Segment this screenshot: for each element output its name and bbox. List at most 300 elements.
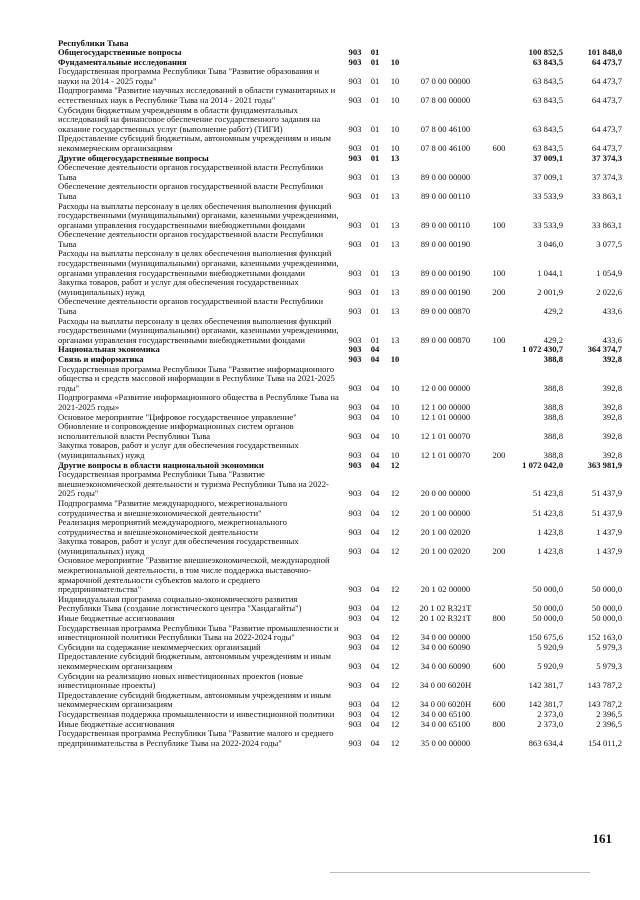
row-subsection: 10 [390, 411, 400, 422]
row-section: 01 [370, 56, 380, 67]
row-section: 01 [370, 94, 380, 105]
row-amount-year1: 1 072 042,0 [522, 459, 563, 470]
row-section: 04 [370, 545, 380, 556]
row-grbs: 903 [348, 488, 362, 499]
row-subsection: 13 [390, 334, 400, 345]
row-amount-year1: 1 072 430,7 [522, 344, 563, 355]
row-section: 01 [370, 190, 380, 201]
row-expense-type [486, 106, 512, 135]
row-amount-year2: 64 473,7 [591, 94, 622, 105]
row-amount-year2: 2 396,5 [596, 708, 622, 719]
row-subsection: 12 [390, 661, 400, 671]
row-amount-year1: 33 533,9 [532, 190, 563, 201]
table-row [58, 317, 622, 346]
table-row [58, 230, 622, 249]
row-subsection: 12 [390, 708, 400, 719]
row-name: Расходы на выплаты персоналу в целях обеспечения выполнения функций государственными (муниципальными) органами, казенными учреждениями, органами управления государственными внебюджетными фондами [58, 315, 339, 345]
row-subsection: 13 [390, 152, 400, 163]
row-grbs: 903 [348, 680, 362, 691]
row-expense-type [486, 345, 512, 355]
row-target-article: 89 0 00 00110 [420, 219, 471, 230]
table-row [58, 278, 622, 297]
table-row [58, 470, 622, 499]
table-row [58, 86, 622, 105]
row-expense-type: 600 [492, 699, 506, 710]
row-target-article: 34 0 00 60090 [420, 661, 471, 671]
row-target-article: 34 0 00 65100 [420, 718, 471, 729]
row-amount-year1: 388,8 [543, 354, 563, 364]
row-name: Субсидии на содержание некоммерческих организаций [58, 641, 261, 652]
row-amount-year1: 388,8 [543, 449, 563, 460]
row-amount-year1: 63 843,5 [532, 123, 563, 134]
row-amount-year2: 152 163,0 [587, 632, 622, 643]
row-target-article: 20 1 02 00000 [420, 584, 471, 595]
row-subsection: 12 [390, 699, 400, 710]
row-expense-type [486, 393, 512, 412]
row-grbs: 903 [348, 449, 362, 460]
row-section: 01 [370, 142, 380, 153]
table-row [58, 441, 622, 460]
row-target-article: 20 1 02 R321T [419, 613, 472, 624]
table-row [58, 624, 622, 643]
row-section: 01 [370, 306, 380, 317]
row-amount-year1: 1 423,8 [537, 545, 563, 556]
table-row [58, 393, 622, 412]
row-name: Подпрограмма «Развитие информационного общества в Республике Тыва на 2021-2025 годы» [58, 392, 339, 412]
row-target-article: 34 0 00 6020Н [419, 699, 472, 710]
row-expense-type [486, 461, 512, 471]
row-name: Реализация мероприятий международного, межрегионального сотрудничества и внешнеэкономической деятельности [58, 517, 287, 537]
row-name: Связь и информатика [58, 354, 144, 364]
row-name: Иные бюджетные ассигнования [58, 613, 175, 624]
row-amount-year2: 37 374,3 [591, 152, 622, 163]
row-target-article: 89 0 00 00870 [420, 334, 471, 345]
table-row [58, 134, 622, 153]
row-expense-type [486, 624, 512, 643]
row-expense-type: 200 [492, 449, 506, 460]
row-target-article: 12 1 01 00070 [420, 430, 471, 441]
row-name: Субсидии на реализацию новых инвестиционных проектов (новые инвестиционные проекты) [58, 670, 303, 691]
table-row [58, 595, 622, 614]
row-subsection: 12 [390, 526, 400, 537]
row-name: Государственная программа Республики Тыва "Развитие промышленности и инвестиционной политики Республики Тыва на 2022-2024 годы" [58, 622, 339, 643]
row-section: 04 [370, 488, 380, 499]
row-grbs: 903 [348, 507, 362, 518]
row-grbs: 903 [348, 641, 362, 652]
row-target-article: 20 1 00 00000 [420, 507, 471, 518]
row-name: Другие вопросы в области национальной экономики [58, 459, 264, 470]
row-expense-type [486, 729, 512, 748]
row-target-article [405, 461, 486, 471]
row-target-article: 89 0 00 00190 [420, 238, 471, 249]
row-amount-year2: 363 981,9 [587, 459, 622, 470]
row-amount-year2: 392,8 [602, 430, 622, 441]
row-section: 01 [370, 152, 380, 163]
row-name: Государственная программа Республики Тыва "Развитие малого и среднего предпринимательства в Республике Тыва на 2022-2024 годы" [58, 728, 334, 748]
table-row [58, 67, 622, 86]
row-grbs: 903 [348, 306, 362, 317]
row-amount-year2: 392,8 [602, 449, 622, 460]
row-grbs: 903 [348, 152, 362, 163]
row-subsection: 12 [390, 488, 400, 499]
row-grbs: 903 [348, 526, 362, 537]
row-section: 01 [370, 286, 380, 297]
row-amount-year2: 33 863,1 [591, 190, 622, 201]
row-name: Предоставление субсидий бюджетным, автономным учреждениям и иным некоммерческим организациям [58, 133, 331, 153]
row-subsection: 12 [390, 545, 400, 556]
row-name: Обеспечение деятельности органов государственной власти Республики Тыва [58, 181, 324, 201]
table-row [58, 537, 622, 556]
row-grbs: 903 [348, 603, 362, 614]
row-name: Индивидуальная программа социально-экономического развития Республики Тыва (создание логистического центра "Хандагайты") [58, 593, 302, 614]
row-target-article: 89 0 00 00190 [420, 267, 471, 278]
row-name: Другие общегосударственные вопросы [58, 152, 209, 163]
row-amount-year2: 50 000,0 [591, 613, 622, 624]
row-amount-year2: 1 437,9 [596, 526, 622, 537]
row-expense-type: 800 [492, 718, 506, 729]
row-expense-type [486, 643, 512, 653]
row-section: 04 [370, 680, 380, 691]
row-name: Субсидии бюджетным учреждениям в области фундаментальных исследований на финансовое обеспечение государственного задания на оказание государственных услуг (выполнение работ) (ТИГИ) [58, 104, 321, 134]
row-amount-year2: 392,8 [602, 411, 622, 422]
table-row [58, 672, 622, 691]
table-row [58, 691, 622, 710]
row-name: Расходы на выплаты персоналу в целях обеспечения выполнения функций государственными (муниципальными) органами, казенными учреждениями, органами управления государственными внебюджетными фондами [58, 200, 339, 230]
row-expense-type [486, 422, 512, 441]
row-target-article: 34 0 00 6020Н [419, 680, 472, 691]
row-subsection: 12 [390, 613, 400, 624]
row-amount-year1: 1 044,1 [537, 267, 563, 278]
row-target-article: 07 8 00 46100 [420, 142, 471, 153]
table-row [58, 182, 622, 201]
row-amount-year1: 37 009,1 [532, 171, 563, 182]
row-name: Подпрограмма "Развитие научных исследований в области гуманитарных и естественных наук в Республике Тыва на 2014 - 2021 годы" [58, 85, 336, 105]
row-amount-year2: 2 396,5 [596, 718, 622, 729]
row-grbs: 903 [348, 75, 362, 86]
row-target-article: 07 8 00 46100 [420, 123, 471, 134]
row-subsection: 10 [390, 430, 400, 441]
row-amount-year2: 143 787,2 [587, 680, 622, 691]
row-amount-year2: 2 022,6 [596, 286, 622, 297]
table-row [58, 163, 622, 182]
row-grbs: 903 [348, 142, 362, 153]
row-target-article: 12 1 00 00000 [420, 401, 471, 412]
table-row [58, 652, 622, 671]
row-section: 04 [370, 459, 380, 470]
table-row [58, 106, 622, 135]
row-target-article: 34 0 00 65100 [420, 708, 471, 719]
row-subsection: 12 [390, 737, 400, 748]
row-expense-type: 200 [492, 545, 506, 556]
table-row [58, 499, 622, 518]
row-amount-year1: 3 046,0 [537, 238, 563, 249]
row-expense-type [486, 470, 512, 499]
row-name: Государственная поддержка промышленности и инвестиционной политики [58, 708, 335, 719]
row-amount-year2: 37 374,3 [591, 171, 622, 182]
row-section: 01 [370, 123, 380, 134]
row-target-article [405, 345, 486, 355]
row-amount-year2: 64 473,7 [591, 75, 622, 86]
row-grbs: 903 [348, 382, 362, 393]
row-expense-type [486, 556, 512, 594]
row-name: Обновление и сопровождение информационных систем органов исполнительной власти Республики Тыва [58, 421, 294, 441]
row-target-article: 20 1 02 R321T [419, 603, 472, 614]
row-name: Обеспечение деятельности органов государственной власти Республики Тыва [58, 162, 324, 182]
row-name: Национальная экономика [58, 344, 160, 355]
table-row [58, 556, 622, 594]
row-target-article [405, 58, 486, 68]
row-grbs: 903 [348, 411, 362, 422]
row-expense-type: 100 [492, 267, 506, 278]
row-section: 04 [370, 737, 380, 748]
table-row [58, 249, 622, 278]
row-section: 04 [370, 382, 380, 393]
row-expense-type [486, 297, 512, 316]
row-expense-type [486, 355, 512, 365]
table-row [58, 729, 622, 748]
row-amount-year2: 364 374,7 [587, 344, 622, 355]
row-name: Государственная программа Республики Тыва "Развитие образования и науки на 2014 - 2025 годы" [58, 66, 320, 86]
row-amount-year1: 2 373,0 [537, 708, 563, 719]
row-subsection: 12 [390, 603, 400, 614]
row-amount-year1: 63 843,5 [532, 56, 563, 67]
row-expense-type [486, 595, 512, 614]
row-expense-type: 200 [492, 286, 506, 297]
row-amount-year1: 50 000,0 [532, 603, 563, 614]
row-expense-type [486, 672, 512, 691]
row-name: Закупка товаров, работ и услуг для обеспечения государственных (муниципальных) нужд [58, 277, 299, 297]
row-expense-type [486, 518, 512, 537]
row-name: Закупка товаров, работ и услуг для обеспечения государственных (муниципальных) нужд [58, 440, 299, 460]
row-amount-year2: 433,6 [602, 334, 622, 345]
row-grbs: 903 [348, 94, 362, 105]
row-amount-year1: 388,8 [543, 401, 563, 412]
row-amount-year1: 5 920,9 [537, 661, 563, 671]
row-target-article [405, 355, 486, 365]
row-amount-year2: 51 437,9 [591, 488, 622, 499]
row-amount-year2: 143 787,2 [587, 699, 622, 710]
row-section: 04 [370, 718, 380, 729]
row-grbs: 903 [348, 430, 362, 441]
row-grbs: 903 [348, 584, 362, 595]
table-row [58, 518, 622, 537]
row-amount-year2: 1 054,9 [596, 267, 622, 278]
page-number: 161 [592, 831, 612, 846]
row-section: 01 [370, 219, 380, 230]
row-section: 04 [370, 699, 380, 710]
row-subsection: 12 [390, 641, 400, 652]
row-expense-type [486, 163, 512, 182]
row-amount-year1: 50 000,0 [532, 584, 563, 595]
row-expense-type [486, 48, 512, 58]
row-subsection: 12 [390, 680, 400, 691]
row-subsection: 13 [390, 171, 400, 182]
row-amount-year1: 142 381,7 [528, 680, 563, 691]
row-amount-year1: 863 634,4 [528, 737, 563, 748]
row-name: Общегосударственные вопросы [58, 47, 182, 57]
row-subsection: 10 [390, 94, 400, 105]
row-expense-type [486, 365, 512, 394]
row-amount-year2: 1 437,9 [596, 545, 622, 556]
row-amount-year1: 150 675,6 [528, 632, 563, 643]
row-expense-type: 100 [492, 334, 506, 345]
budget-table [58, 48, 622, 748]
row-target-article: 35 0 00 00000 [420, 737, 471, 748]
row-amount-year1: 100 852,5 [528, 47, 563, 57]
row-amount-year1: 33 533,9 [532, 219, 563, 230]
row-target-article: 89 0 00 00870 [420, 306, 471, 317]
table-row [58, 297, 622, 316]
row-grbs: 903 [348, 56, 362, 67]
row-amount-year2: 50 000,0 [591, 603, 622, 614]
row-section: 04 [370, 344, 380, 355]
row-grbs: 903 [348, 219, 362, 230]
row-grbs: 903 [348, 334, 362, 345]
row-amount-year1: 429,2 [543, 334, 563, 345]
row-subsection: 12 [390, 632, 400, 643]
row-section: 04 [370, 613, 380, 624]
row-section: 04 [370, 354, 380, 364]
row-subsection: 10 [390, 75, 400, 86]
row-target-article: 20 0 00 00000 [420, 488, 471, 499]
row-subsection: 10 [390, 123, 400, 134]
row-name: Предоставление субсидий бюджетным, автономным учреждениям и иным некоммерческим организациям [58, 689, 331, 710]
row-grbs: 903 [348, 699, 362, 710]
row-target-article: 07 8 00 00000 [420, 94, 471, 105]
row-expense-type [486, 413, 512, 423]
row-name: Обеспечение деятельности органов государственной власти Республики Тыва [58, 229, 324, 249]
row-subsection: 10 [390, 382, 400, 393]
row-subsection: 10 [390, 354, 400, 364]
row-name: Государственная программа Республики Тыва "Развитие информационного общества и средств массовой информации в Республике Тыва на 2021-2025 годы" [58, 363, 335, 393]
row-target-article: 20 1 00 02020 [420, 526, 471, 537]
row-target-article: 20 1 00 02020 [420, 545, 471, 556]
row-amount-year2: 101 848,0 [587, 47, 622, 57]
row-grbs: 903 [348, 708, 362, 719]
row-expense-type: 600 [492, 661, 506, 671]
row-grbs: 903 [348, 354, 362, 364]
row-section: 01 [370, 75, 380, 86]
row-amount-year1: 51 423,8 [532, 488, 563, 499]
row-amount-year1: 2 373,0 [537, 718, 563, 729]
row-subsection: 13 [390, 219, 400, 230]
row-subsection: 13 [390, 267, 400, 278]
row-name: Подпрограмма "Развитие международного, межрегионального сотрудничества и внешнеэкономической деятельности" [58, 497, 288, 518]
row-section: 04 [370, 661, 380, 671]
row-name: Иные бюджетные ассигнования [58, 718, 175, 729]
row-expense-type: 800 [492, 613, 506, 624]
row-section: 04 [370, 526, 380, 537]
row-section: 04 [370, 641, 380, 652]
row-subsection: 12 [390, 718, 400, 729]
row-section: 01 [370, 171, 380, 182]
footer-divider [330, 872, 590, 873]
row-target-article: 34 0 00 60090 [420, 641, 471, 652]
row-subsection: 13 [390, 190, 400, 201]
row-grbs: 903 [348, 286, 362, 297]
row-name: Основное мероприятие "Развитие внешнеэкономической, международной межрегиональной деятельности, в том числе поддержка выставочно-ярмарочной деятельности субъектов малого и среднего предпринимательства" [58, 555, 330, 595]
row-target-article: 12 1 01 00070 [420, 449, 471, 460]
row-section: 04 [370, 584, 380, 595]
row-target-article: 12 0 00 00000 [420, 382, 471, 393]
section-title: Республики Тыва [58, 38, 129, 48]
row-section: 01 [370, 238, 380, 249]
row-target-article: 89 0 00 00000 [420, 171, 471, 182]
row-name: Фундаментальные исследования [58, 56, 187, 67]
row-target-article: 34 0 00 00000 [420, 632, 471, 643]
row-subsection: 10 [390, 56, 400, 67]
row-section: 04 [370, 411, 380, 422]
row-amount-year1: 388,8 [543, 430, 563, 441]
row-subsection: 10 [390, 401, 400, 412]
row-subsection: 12 [390, 507, 400, 518]
row-amount-year1: 63 843,5 [532, 75, 563, 86]
row-grbs: 903 [348, 401, 362, 412]
row-target-article: 07 0 00 00000 [420, 75, 471, 86]
row-section: 04 [370, 507, 380, 518]
row-amount-year1: 50 000,0 [532, 613, 563, 624]
row-name: Обеспечение деятельности органов государственной власти Республики Тыва [58, 296, 324, 317]
row-amount-year1: 51 423,8 [532, 507, 563, 518]
row-grbs: 903 [348, 661, 362, 671]
row-expense-type [486, 154, 512, 164]
row-section: 04 [370, 708, 380, 719]
table-row [58, 422, 622, 441]
row-target-article: 12 1 01 00000 [420, 411, 471, 422]
table-row [58, 365, 622, 394]
row-section: 01 [370, 47, 380, 57]
row-subsection: 13 [390, 238, 400, 249]
row-target-article [405, 154, 486, 164]
row-grbs: 903 [348, 267, 362, 278]
row-amount-year1: 388,8 [543, 382, 563, 393]
row-subsection: 12 [390, 584, 400, 595]
row-expense-type: 600 [492, 142, 506, 153]
row-subsection: 13 [390, 286, 400, 297]
row-section: 01 [370, 334, 380, 345]
row-amount-year1: 1 423,8 [537, 526, 563, 537]
row-amount-year2: 64 473,7 [591, 56, 622, 67]
row-expense-type [486, 182, 512, 201]
row-section: 04 [370, 603, 380, 614]
row-amount-year1: 429,2 [543, 306, 563, 317]
row-grbs: 903 [348, 238, 362, 249]
row-amount-year2: 5 979,3 [596, 641, 622, 652]
budget-document [58, 38, 622, 748]
row-amount-year2: 433,6 [602, 306, 622, 317]
row-amount-year1: 37 009,1 [532, 152, 563, 163]
row-grbs: 903 [348, 459, 362, 470]
row-expense-type [486, 67, 512, 86]
row-section: 01 [370, 267, 380, 278]
row-amount-year2: 64 473,7 [591, 142, 622, 153]
row-name: Предоставление субсидий бюджетным, автономным учреждениям и иным некоммерческим организациям [58, 651, 331, 671]
row-grbs: 903 [348, 47, 362, 57]
row-expense-type [486, 58, 512, 68]
row-amount-year1: 2 001,9 [537, 286, 563, 297]
row-grbs: 903 [348, 545, 362, 556]
row-section: 04 [370, 430, 380, 441]
row-amount-year2: 51 437,9 [591, 507, 622, 518]
row-target-article: 89 0 00 00190 [420, 286, 471, 297]
row-expense-type: 100 [492, 219, 506, 230]
row-amount-year2: 392,8 [602, 382, 622, 393]
row-grbs: 903 [348, 123, 362, 134]
row-grbs: 903 [348, 632, 362, 643]
row-target-article: 89 0 00 00110 [420, 190, 471, 201]
row-grbs: 903 [348, 737, 362, 748]
row-name: Основное мероприятие "Цифровое государственное управление" [58, 411, 297, 422]
